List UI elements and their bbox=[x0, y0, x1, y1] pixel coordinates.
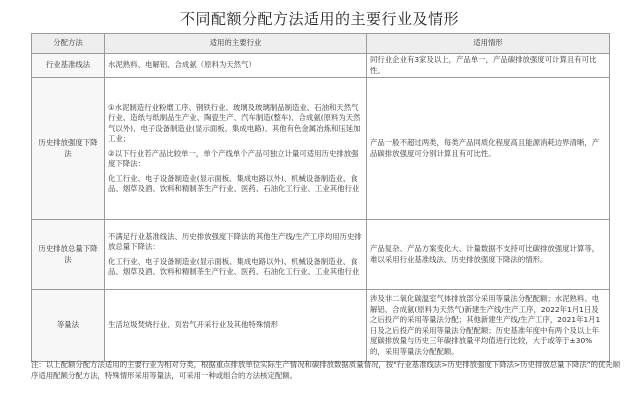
footnote: 注：以上配额分配方法适用的主要行业为相对分类，根据重点排放单位实际生产情况和碳排放数据质量情况，按“行业基准线法>历史排放强度下降法>历史排放总量下降法”的优先顺序适用配额分配方法，特殊情形采用等量法，可采用一种或组合的方法核定配额。 bbox=[31, 360, 621, 380]
industries-text: 不满足行业基准线法、历史排放强度下降法的其他生产线/生产工序均用历史排放总量下降法： bbox=[108, 231, 362, 251]
method-cell: 行业基准线法 bbox=[32, 54, 105, 78]
header-situation: 适用情形 bbox=[367, 34, 610, 54]
situation-cell: 产品一般不超过两类，每类产品同质化程度高且能源消耗边界清晰，产品碳排放强度可分别计算且有可比性。 bbox=[367, 78, 610, 220]
header-industries: 适用的主要行业 bbox=[105, 34, 367, 54]
industries-cell bbox=[105, 220, 367, 290]
header-method: 分配方法 bbox=[32, 34, 105, 54]
industries-text: 化工行业、电子设备制造业(显示面板、集成电路以外)、机械设备制造业、食品、烟草及酒、饮料和精制茶生产行业、医药、石油化工行业、工业其他行业 bbox=[108, 256, 360, 276]
method-cell: 历史排放强度下降法 bbox=[32, 78, 105, 220]
table-row bbox=[32, 54, 610, 78]
situation-cell: 涉及非二氧化碳温室气体排放部分采用等量法分配配额；水泥熟料、电解铝、合成氨(原料为天然气)新建生产线/生产工序，2022年1月1日及之后投产的采用等量法分配；其他新建生产线/生产工序，2021年1月1日及之后投产的采用等量法分配配额；历史基准年度中有两个及以上年度碳排放量与历史三年碳排放量平均值进行比较，大于或等于±30%的，采用等量法分配配额。 bbox=[367, 290, 610, 362]
allocation-methods-table bbox=[31, 33, 610, 362]
method-cell: 历史排放总量下降法 bbox=[32, 220, 105, 290]
table-row bbox=[32, 290, 610, 362]
industries-text: ①水泥制造行业粉磨工序、钢铁行业、玻璃及玻璃制品制造业、石油和天然气行业、造纸与纸制品生产业、陶瓷生产、汽车制造(整车)、合成氨(原料为天然气以外)、电子设备制造业(显示面板、集成电路)、其他有色金属冶炼和压延加工业； bbox=[108, 102, 361, 143]
situation-cell: 产品复杂、产品方案变化大、计量数据不支持可比碳排放强度计算等，难以采用行业基准线法、历史排放强度下降法的情形。 bbox=[367, 220, 610, 290]
industries-text: 化工行业、电子设备制造业(显示面板、集成电路以外)、机械设备制造业、食品、烟草及酒、饮料和精制茶生产行业、医药、石油化工行业、工业其他行业 bbox=[108, 173, 360, 193]
industries-text: 生活垃圾焚烧行业、页岩气开采行业及其他特殊情形 bbox=[108, 320, 278, 330]
industries-text: ②以下行业若产品比较单一，单个产线单个产品可独立计量可适用历史排放强度下降法： bbox=[108, 148, 359, 168]
table-header-row bbox=[32, 34, 610, 54]
situation-cell: 同行业企业有3家及以上，产品单一，产品碳排放强度可计算且有可比性。 bbox=[367, 54, 610, 78]
industries-cell bbox=[105, 54, 367, 78]
table-row bbox=[32, 220, 610, 290]
table-title: 不同配额分配方法适用的主要行业及情形 bbox=[179, 10, 459, 28]
method-cell: 等量法 bbox=[32, 290, 105, 362]
table-row bbox=[32, 78, 610, 220]
industries-text: 水泥熟料、电解铝、合成氨（原料为天然气） bbox=[108, 60, 256, 70]
industries-cell bbox=[105, 290, 367, 362]
industries-cell bbox=[105, 78, 367, 220]
